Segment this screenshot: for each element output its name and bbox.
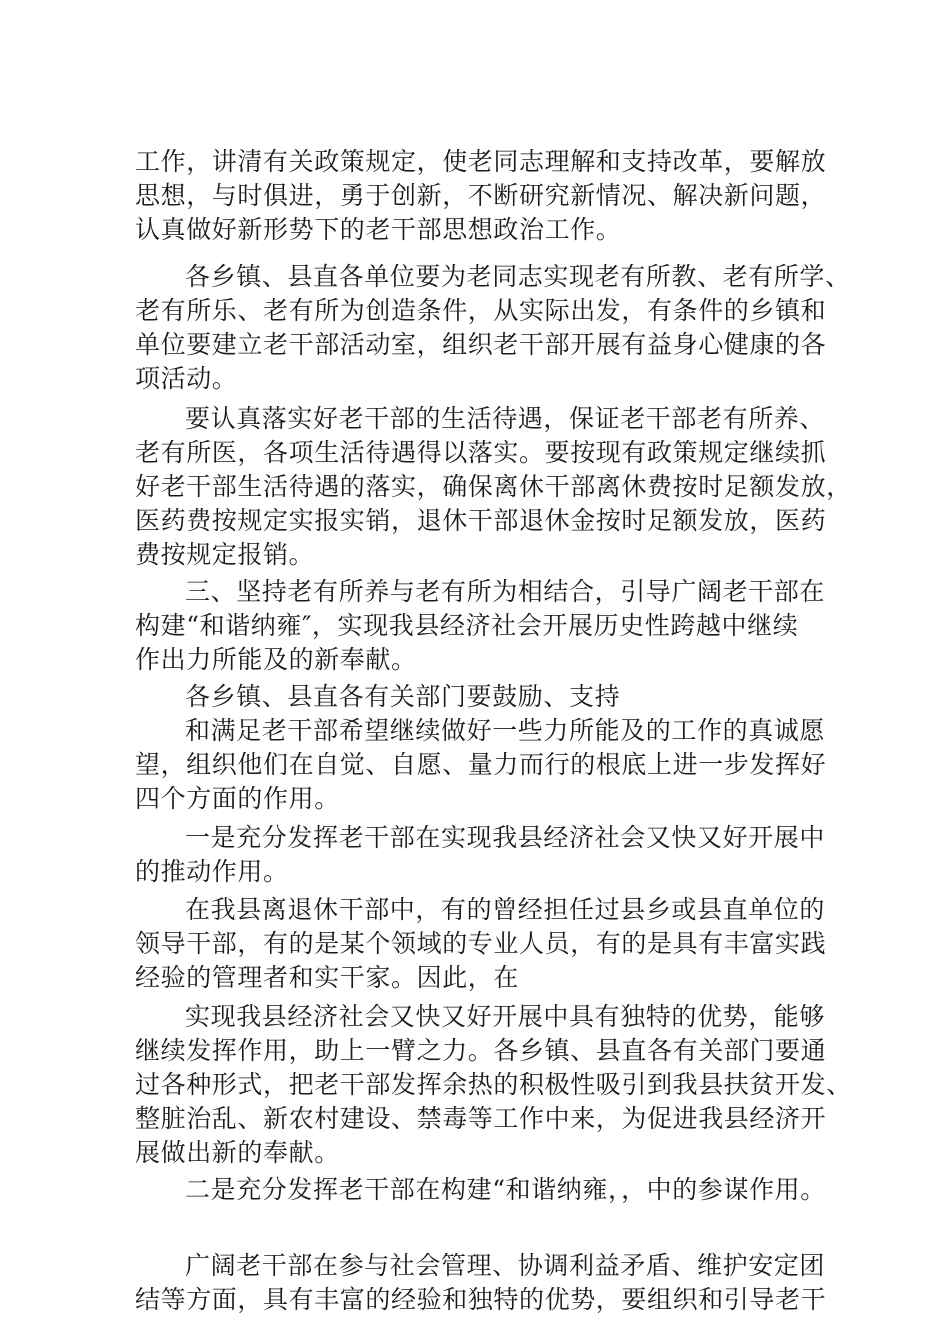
text-line: 思想，与时俱进，勇于创新，不断研究新情况、解决新问题， (135, 181, 827, 210)
text-line: 一是充分发挥老干部在实现我县经济社会又快又好开展中 (185, 823, 826, 852)
text-line: 工作，讲清有关政策规定，使老同志理解和支持改革，要解放 (135, 147, 827, 176)
text-line: 各乡镇、县直各单位要为老同志实现老有所教、老有所学、 (185, 262, 851, 291)
text-line: 三、坚持老有所养与老有所为相结合，引导广阔老干部在 (185, 577, 826, 606)
text-line: 四个方面的作用。 (135, 784, 340, 813)
text-line: 过各种形式，把老干部发挥余热的积极性吸引到我县扶贫开发、 (135, 1070, 852, 1099)
text-line: 整脏治乱、新农村建设、禁毒等工作中来，为促进我县经济开 (135, 1104, 827, 1133)
text-line: 继续发挥作用，助上一臂之力。各乡镇、县直各有关部门要通 (135, 1036, 827, 1065)
text-line: 单位要建立老干部活动室，组织老干部开展有益身心健康的各 (135, 330, 827, 359)
text-line: 展做出新的奉献。 (135, 1138, 340, 1167)
text-line: 望，组织他们在自觉、自愿、量力而行的根底上进一步发挥好 (135, 750, 827, 779)
text-line: 经验的管理者和实干家。因此，在 (135, 963, 520, 992)
text-line: 领导干部，有的是某个领域的专业人员，有的是具有丰富实践 (135, 929, 827, 958)
text-line: 老有所医，各项生活待遇得以落实。要按现有政策规定继续抓 (135, 438, 827, 467)
text-line: 费按规定报销。 (135, 540, 315, 569)
text-line: 好老干部生活待遇的落实，确保离休干部离休费按时足额发放， (135, 472, 852, 501)
text-line: 在我县离退休干部中，有的曾经担任过县乡或县直单位的 (185, 895, 826, 924)
text-line: 广阔老干部在参与社会管理、协调利益矛盾、维护安定团 (185, 1251, 826, 1280)
text-line: 要认真落实好老干部的生活待遇，保证老干部老有所养、 (185, 404, 826, 433)
text-line: 作出力所能及的新奉献。 (135, 645, 417, 674)
text-line: 认真做好新形势下的老干部思想政治工作。 (135, 215, 622, 244)
text-line: 和满足老干部希望继续做好一些力所能及的工作的真诚愿 (185, 716, 826, 745)
text-line: 实现我县经济社会又快又好开展中具有独特的优势，能够 (185, 1002, 826, 1031)
text-line: 项活动。 (135, 364, 238, 393)
text-line: 医药费按规定实报实销，退休干部退休金按时足额发放，医药 (135, 506, 827, 535)
text-line: 的推动作用。 (135, 857, 289, 886)
text-line: 结等方面，具有丰富的经验和独特的优势，要组织和引导老干 (135, 1285, 827, 1314)
text-line: 构建“和谐纳雍″，实现我县经济社会开展历史性跨越中继续 (135, 611, 799, 640)
text-line: 老有所乐、老有所为创造条件，从实际出发，有条件的乡镇和 (135, 296, 827, 325)
text-line: 二是充分发挥老干部在构建“和谐纳雍，，中的参谋作用。 (185, 1175, 826, 1204)
text-line: 各乡镇、县直各有关部门要鼓励、支持 (185, 682, 621, 711)
